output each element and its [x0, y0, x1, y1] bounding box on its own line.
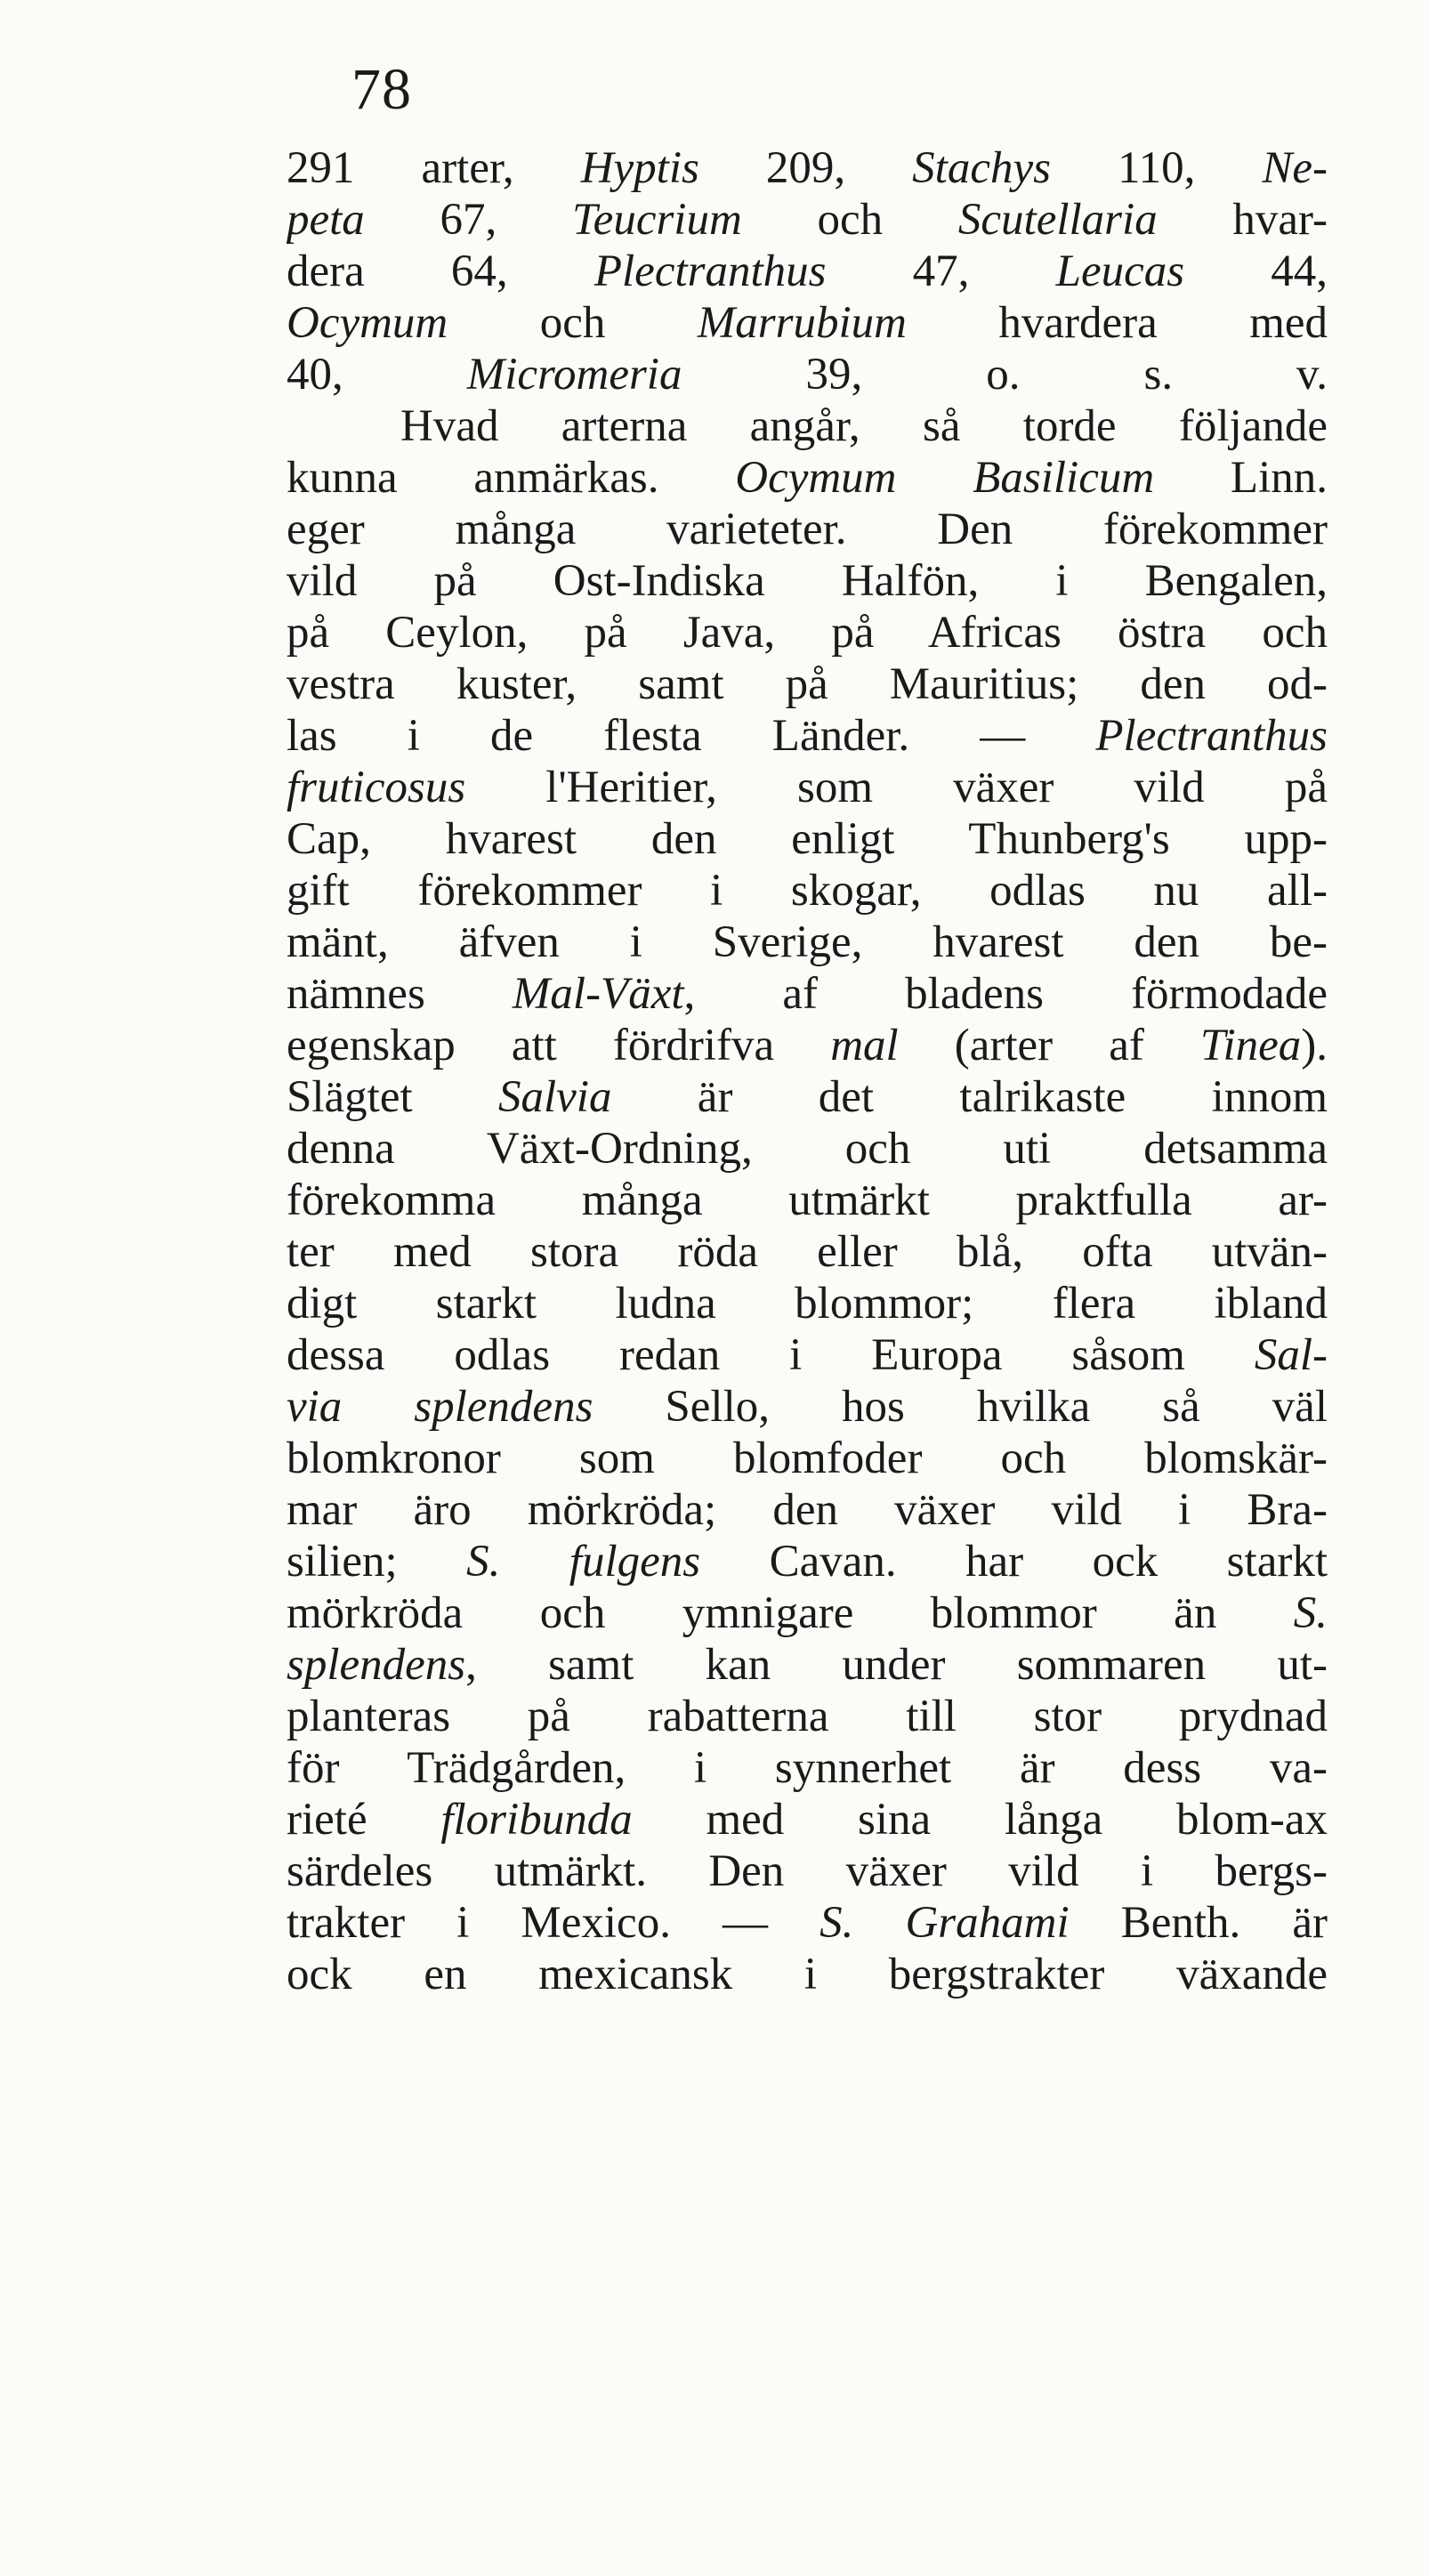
text-line [287, 1742, 1328, 1794]
italic-term: Ocymum Basilicum [735, 453, 1155, 503]
text-segment: gift förekommer i skogar, odlas nu all- [287, 866, 1328, 916]
text-segment: och [448, 298, 698, 348]
text-segment: denna Växt-Ordning, och uti detsamma [287, 1124, 1328, 1174]
text-segment: 47, [826, 246, 1056, 296]
text-segment: , samt kan under sommaren ut- [465, 1640, 1328, 1690]
text-segment: trakter i Mexico. — [287, 1898, 820, 1948]
text-line [287, 1381, 1328, 1433]
text-segment: hvardera med [906, 298, 1328, 348]
text-segment: särdeles utmärkt. Den växer vild i bergs- [287, 1846, 1328, 1896]
text-segment: Hvad arterna angår, så torde följande [400, 401, 1328, 451]
text-line [287, 1226, 1328, 1278]
text-line [287, 1175, 1328, 1226]
text-line [287, 762, 1328, 813]
italic-term: fruticosus [287, 763, 466, 812]
text-segment: Benth. är [1069, 1898, 1328, 1948]
text-segment: Cavan. har ock starkt [700, 1537, 1328, 1587]
text-segment: 291 arter, [287, 143, 581, 193]
text-segment: dessa odlas redan i Europa såsom [287, 1330, 1255, 1380]
text-segment: förekomma många utmärkt praktfulla ar- [287, 1175, 1328, 1225]
italic-term: Micromeria [466, 350, 682, 400]
italic-term: Tinea [1199, 1021, 1302, 1070]
text-line [287, 1587, 1328, 1639]
text-segment: 209, [698, 143, 913, 193]
text-segment: 40, [287, 350, 467, 400]
text-line [287, 813, 1328, 865]
text-line [287, 1329, 1328, 1381]
text-segment: Slägtet [287, 1072, 498, 1122]
text-segment: digt starkt ludna blommor; flera ibland [287, 1279, 1328, 1328]
italic-term: S. [1293, 1588, 1328, 1638]
text-line [287, 968, 1328, 1020]
text-segment: är det talrikaste innom [611, 1072, 1328, 1122]
text-segment: planteras på rabatterna till stor prydnad [287, 1692, 1328, 1741]
text-segment: ). [1301, 1021, 1328, 1070]
italic-term: mal [830, 1021, 899, 1070]
text-line [287, 865, 1328, 917]
text-segment: egenskap att fördrifva [287, 1021, 831, 1070]
page-number: 78 [351, 57, 412, 122]
text-line [287, 1071, 1328, 1123]
text-segment: mar äro mörkröda; den växer vild i Bra- [287, 1485, 1328, 1535]
text-line [287, 142, 1328, 194]
text-segment: rieté [287, 1795, 441, 1845]
text-segment: las i de flesta Länder. — [287, 711, 1096, 761]
text-line [287, 1949, 1328, 2000]
body-text [287, 142, 1328, 2000]
text-line [287, 1845, 1328, 1897]
italic-term: S. fulgens [466, 1537, 701, 1587]
italic-term: floribunda [440, 1795, 633, 1845]
text-segment: blomkronor som blomfoder och blomskär- [287, 1433, 1328, 1483]
italic-term: peta [287, 195, 365, 245]
text-segment: för Trädgården, i synnerhet är dess va- [287, 1743, 1328, 1793]
text-segment: mörkröda och ymnigare blommor än [287, 1588, 1294, 1638]
italic-term: via splendens [287, 1382, 593, 1432]
italic-term: Stachys [912, 143, 1051, 193]
italic-term: Marrubium [697, 298, 907, 348]
text-segment: eger många varieteter. Den förekommer [287, 505, 1328, 554]
text-line [287, 917, 1328, 968]
text-line [287, 1484, 1328, 1536]
text-segment: silien; [287, 1537, 467, 1587]
text-line [287, 658, 1328, 710]
text-segment: vestra kuster, samt på Mauritius; den od- [287, 659, 1328, 709]
text-line [287, 607, 1328, 658]
text-segment: 67, [364, 195, 572, 245]
text-segment: dera 64, [287, 246, 594, 296]
text-line [287, 1123, 1328, 1175]
text-line [287, 555, 1328, 607]
text-segment: mänt, äfven i Sverige, hvarest den be- [287, 917, 1328, 967]
text-segment: 44, [1184, 246, 1328, 296]
text-segment: Linn. [1154, 453, 1328, 503]
italic-term: Sal- [1254, 1330, 1328, 1380]
text-line [287, 452, 1328, 504]
italic-term: Hyptis [580, 143, 699, 193]
text-segment: hvar- [1157, 195, 1328, 245]
text-segment: nämnes [287, 969, 513, 1019]
text-segment: l'Heritier, som växer vild på [465, 763, 1328, 812]
text-line [287, 1639, 1328, 1691]
text-segment: , af bladens förmodade [683, 969, 1328, 1019]
text-line [287, 1278, 1328, 1329]
text-line [287, 710, 1328, 762]
italic-term: Scutellaria [957, 195, 1158, 245]
text-segment: med sina långa blom-ax [632, 1795, 1328, 1845]
text-line [287, 349, 1328, 400]
italic-term: Leucas [1055, 246, 1185, 296]
text-segment: 39, o. s. v. [682, 350, 1328, 400]
text-segment: Sello, hos hvilka så väl [593, 1382, 1328, 1432]
text-segment: ter med stora röda eller blå, ofta utvän- [287, 1227, 1328, 1277]
italic-term: Plectranthus [593, 246, 827, 296]
italic-term: Ne- [1262, 143, 1328, 193]
italic-term: Teucrium [572, 195, 742, 245]
italic-term: Ocymum [287, 298, 448, 348]
text-line [287, 246, 1328, 297]
text-segment: ock en mexicansk i bergstrakter växande [287, 1950, 1328, 1999]
text-segment: (arter af [898, 1021, 1200, 1070]
text-line [287, 1691, 1328, 1742]
text-line [287, 297, 1328, 349]
italic-term: splendens [287, 1640, 466, 1690]
italic-term: S. Grahami [819, 1898, 1070, 1948]
text-segment: kunna anmärkas. [287, 453, 736, 503]
text-segment: på Ceylon, på Java, på Africas östra och [287, 608, 1328, 658]
text-line [287, 194, 1328, 246]
text-line [287, 1897, 1328, 1949]
text-segment: vild på Ost-Indiska Halfön, i Bengalen, [287, 556, 1328, 606]
text-segment: Cap, hvarest den enligt Thunberg's upp- [287, 814, 1328, 864]
text-line [287, 400, 1328, 452]
italic-term: Plectranthus [1095, 711, 1328, 761]
text-line [287, 1433, 1328, 1484]
text-line [287, 1020, 1328, 1071]
italic-term: Mal-Växt [512, 969, 684, 1019]
text-line [287, 1794, 1328, 1845]
text-line [287, 1536, 1328, 1587]
text-segment: 110, [1050, 143, 1263, 193]
text-segment: och [741, 195, 958, 245]
italic-term: Salvia [497, 1072, 612, 1122]
text-line [287, 504, 1328, 555]
